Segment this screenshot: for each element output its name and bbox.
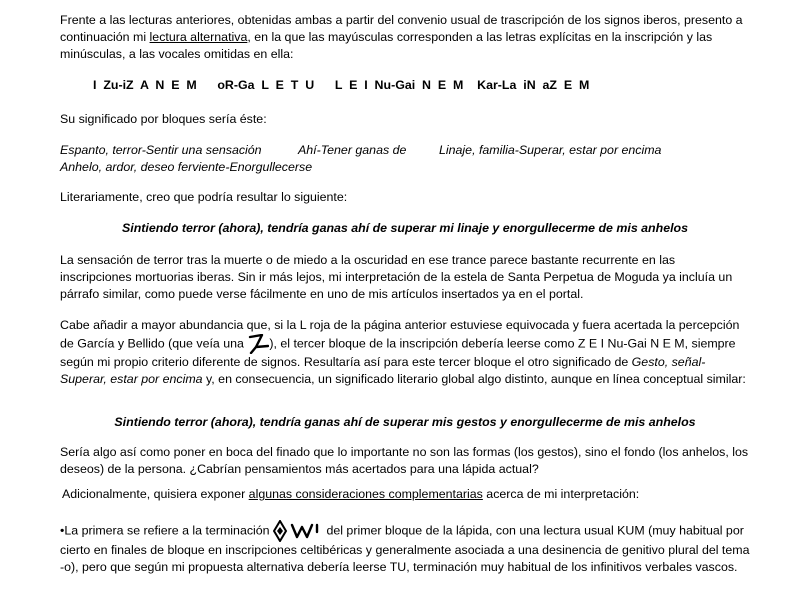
iberian-s-glyph-icon xyxy=(247,334,269,354)
meaning-block-1: Espanto, terror-Sentir una sensación xyxy=(60,143,262,157)
iberian-reading-line: I Zu-iZ A N E M oR-Ga L E T U L E I Nu-Gai N E M Kar-La iN aZ E M xyxy=(93,78,590,92)
meaning-block-3: Linaje, familia-Superar, estar por encima xyxy=(439,143,662,157)
paragraph-garcia-bellido xyxy=(60,317,750,388)
additional-text-end: acerca de mi interpretación: xyxy=(482,487,640,501)
garcia-text-a: Cabe añadir a mayor abundancia que, si la L roja de la página anterior estuviese equivocada y fuera acertada la percepción de García y Bellido (que veía una xyxy=(60,318,740,351)
meanings-block xyxy=(60,142,760,176)
meaning-block-4: Anhelo, ardor, deseo ferviente-Enorgullecerse xyxy=(60,160,313,174)
paragraph-literary: Literariamente, creo que podría resultar lo siguiente: xyxy=(60,190,348,204)
conclusion-1: Sintiendo terror (ahora), tendría ganas ahí de superar mi linaje y enorgullecerme de mis anhelos xyxy=(121,221,688,235)
additional-text: Adicionalmente, quisiera exponer xyxy=(62,487,249,501)
first-point-text-end: del primer bloque de la lápida, con una lectura usual KUM (muy habitual por cierto en finales de bloque en inscripciones celtibéricas y generalmente asociada a una desinencia de genitivo plural del tema -o), pero que según mi propuesta alternativa debería leerse TU, terminación muy habitual de los infinitivos verbales vascos. xyxy=(60,523,750,574)
meaning-block-2: Ahí-Tener ganas de xyxy=(298,143,407,157)
intro-text: Frente a las lecturas anteriores, obtenidas ambas a partir del convenio usual de trascripción de los signos iberos, presento a continuación mi xyxy=(60,13,743,44)
paragraph-first-point xyxy=(60,520,750,576)
consideraciones-link[interactable]: algunas consideraciones complementarias xyxy=(248,487,483,501)
paragraph-finado: Sería algo así como poner en boca del finado que lo importante no son las formas (los gestos), sino el fondo (los anhelos, los deseos) de la persona. ¿Cabrían pensamientos más acertados para una lápida actual? xyxy=(60,445,749,476)
garcia-text-b: ), el tercer bloque de la inscripción debería leerse como Z E I Nu-Gai N E M, siempre según mi propio criterio diferente de signos. Resultaría así para este tercer bloque el otro significado de xyxy=(60,336,736,369)
iberian-kum-glyphs-icon xyxy=(273,520,323,542)
conclusion-2: Sintiendo terror (ahora), tendría ganas ahí de superar mis gestos y enorgullecerme de mis anhelos xyxy=(114,415,696,429)
paragraph-additional xyxy=(62,486,752,503)
paragraph-meaning-intro: Su significado por bloques sería éste: xyxy=(60,112,267,126)
gesto-meaning: Gesto, señal-Superar, estar por encima xyxy=(60,355,706,386)
paragraph-intro xyxy=(60,12,750,63)
lectura-alternativa-link[interactable]: lectura alternativa xyxy=(149,30,248,44)
paragraph-terror: La sensación de terror tras la muerte o de miedo a la oscuridad en ese trance parece bastante recurrente en las inscripciones mortuorias iberas. Sin ir más lejos, mi interpretación de la estela de Santa Perpetua de Moguda ya incluía un párrafo similar, como puede verse fácilmente en uno de mis artículos insertados ya en el portal. xyxy=(60,253,733,301)
garcia-text-c: y, en consecuencia, un significado literario global algo distinto, aunque en línea conceptual similar: xyxy=(202,372,746,386)
intro-text-end: , en la que las mayúsculas corresponden a las letras explícitas en la inscripción y las minúsculas, a las vocales omitidas en ella: xyxy=(60,30,713,61)
first-point-text: •La primera se refiere a la terminación xyxy=(60,523,274,538)
